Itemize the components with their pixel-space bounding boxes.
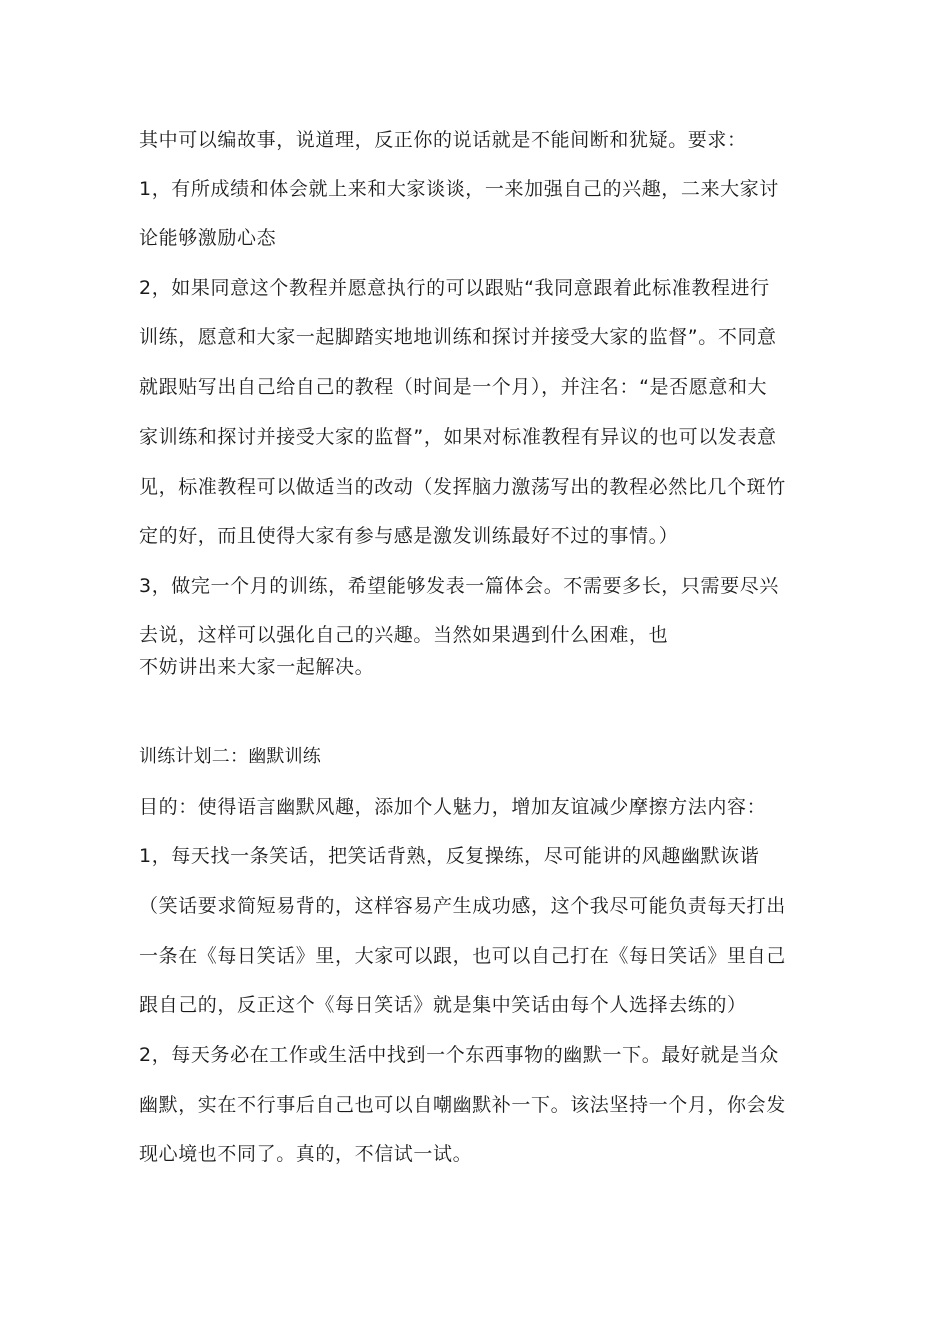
text-line: 论能够激励心态 [139,227,277,249]
text-line: 定的好，而且使得大家有参与感是激发训练最好不过的事情。） [139,525,679,547]
text-line: 就跟贴写出自己给自己的教程（时间是一个月），并注名：“是否愿意和大 [139,376,768,398]
text-line: 现心境也不同了。真的，不信试一试。 [139,1143,473,1165]
text-line: 1，有所成绩和体会就上来和大家谈谈，一来加强自己的兴趣，二来大家讨 [139,178,779,200]
text-line: 不妨讲出来大家一起解决。 [139,656,375,678]
text-line: 目的：使得语言幽默风趣，添加个人魅力，增加友谊减少摩擦方法内容： [139,796,767,818]
text-line: 一条在《每日笑话》里，大家可以跟，也可以自己打在《每日笑话》里自己 [139,945,786,967]
text-line: 3，做完一个月的训练，希望能够发表一篇体会。不需要多长，只需要尽兴 [139,575,779,597]
text-line: 见，标准教程可以做适当的改动（发挥脑力激荡写出的教程必然比几个斑竹 [139,476,786,498]
section-heading: 训练计划二：幽默训练 [139,746,321,767]
text-line: 2，每天务必在工作或生活中找到一个东西事物的幽默一下。最好就是当众 [139,1044,779,1066]
text-line: 幽默，实在不行事后自己也可以自嘲幽默补一下。该法坚持一个月，你会发 [139,1094,786,1116]
text-line: 1，每天找一条笑话，把笑话背熟，反复操练，尽可能讲的风趣幽默诙谐 [139,845,760,867]
text-line: 家训练和探讨并接受大家的监督”，如果对标准教程有异议的也可以发表意 [139,426,777,448]
text-line: 去说，这样可以强化自己的兴趣。当然如果遇到什么困难，也 [139,624,669,646]
text-line: （笑话要求简短易背的，这样容易产生成功感，这个我尽可能负责每天打出 [139,895,786,917]
text-line: 其中可以编故事，说道理，反正你的说话就是不能间断和犹疑。要求： [139,129,747,151]
text-line: 跟自己的，反正这个《每日笑话》就是集中笑话由每个人选择去练的） [139,994,747,1016]
text-line: 训练，愿意和大家一起脚踏实地地训练和探讨并接受大家的监督”。不同意 [139,326,777,348]
text-line: 2，如果同意这个教程并愿意执行的可以跟贴“我同意跟着此标准教程进行 [139,277,770,299]
